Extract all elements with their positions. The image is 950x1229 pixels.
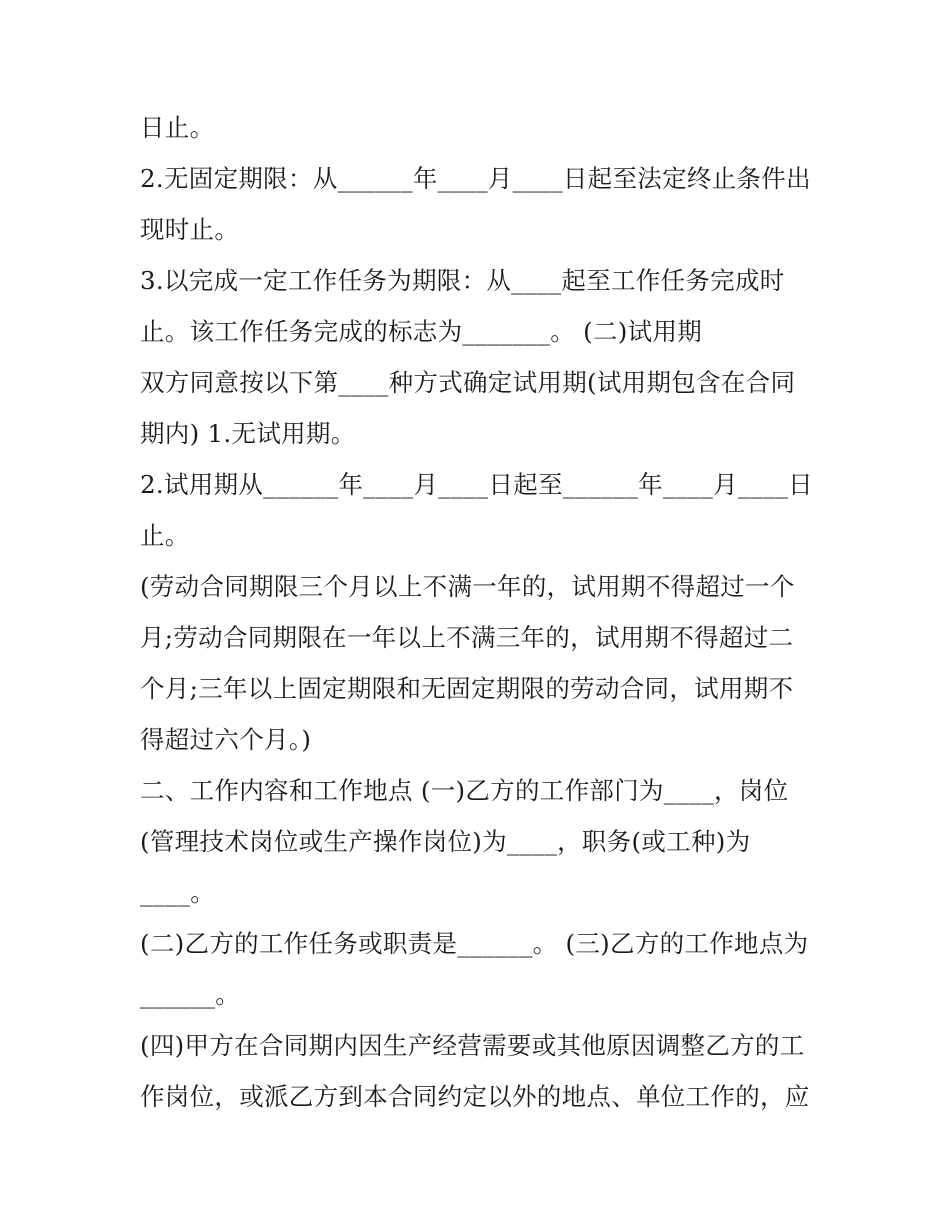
text-line-3: 现时止。 (140, 215, 240, 244)
text-line-5: 止。该工作任务完成的标志为_______。 (二)试用期 (140, 317, 703, 346)
text-line-13: 得超过六个月。) (140, 725, 312, 754)
text-line-9: 止。 (140, 521, 190, 550)
text-line-18: ______。 (140, 980, 241, 1009)
text-line-14: 二、工作内容和工作地点 (一)乙方的工作部门为____，岗位 (140, 776, 789, 805)
text-line-15: (管理技术岗位或生产操作岗位)为____，职务(或工种)为 (140, 827, 751, 856)
text-line-8: 2.试用期从______年____月____日起至______年____月____日 (140, 470, 813, 499)
text-line-17: (二)乙方的工作任务或职责是______。 (三)乙方的工作地点为 (140, 929, 809, 958)
text-line-12: 个月;三年以上固定期限和无固定期限的劳动合同，试用期不 (140, 674, 794, 703)
text-line-20: 作岗位，或派乙方到本合同约定以外的地点、单位工作的，应 (140, 1082, 810, 1111)
text-line-7: 期内) 1.无试用期。 (140, 419, 356, 448)
text-line-6: 双方同意按以下第____种方式确定试用期(试用期包含在合同 (140, 368, 796, 397)
text-line-11: 月;劳动合同期限在一年以上不满三年的，试用期不得超过二 (140, 623, 794, 652)
text-line-10: (劳动合同期限三个月以上不满一年的，试用期不得超过一个 (140, 572, 795, 601)
text-line-19: (四)甲方在合同期内因生产经营需要或其他原因调整乙方的工 (140, 1031, 805, 1060)
text-line-16: ____。 (140, 878, 215, 907)
text-line-1: 日止。 (140, 113, 215, 142)
text-line-2: 2.无固定期限：从______年____月____日起至法定终止条件出 (140, 164, 811, 193)
text-line-4: 3.以完成一定工作任务为期限：从____起至工作任务完成时 (140, 266, 785, 295)
